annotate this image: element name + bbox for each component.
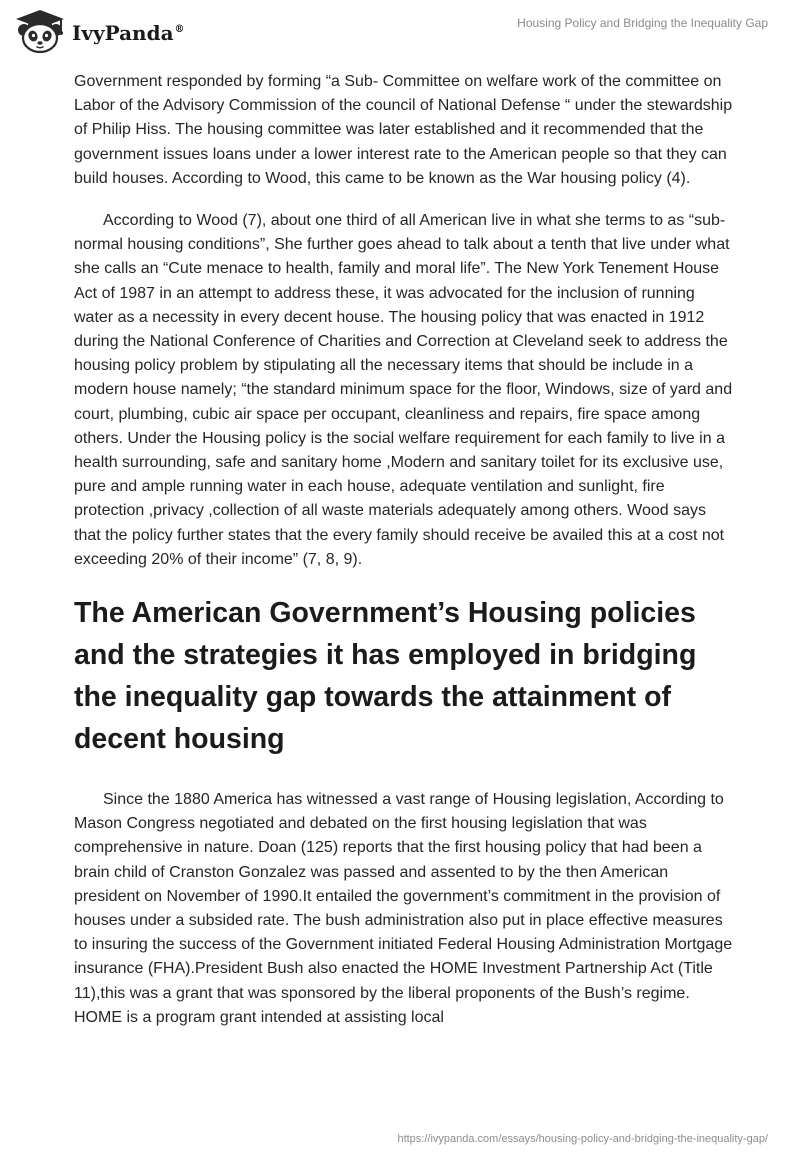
paragraph: According to Wood (7), about one third of all American live in what she terms to as “sub-normal housing conditions”, She further goes ahead to talk about a tenth that live under what she calls an “Cute menace to health, family and moral life”. The New York Tenement House Act of 1987 in an attempt to address these, it was advocated for the inclusion of running water as a necessity in every decent house. The housing policy that was enacted in 1912 during the National Conference of Charities and Correction at Cleveland seek to address the housing policy problem by stipulating all the necessary items that should be include in a modern house namely; “the standard minimum space for the floor, Windows, size of yard and court, plumbing, cubic air space per occupant, cleanliness and repairs, fire space among others. Under the Housing policy is the social welfare requirement for each family to live in a health surrounding, safe and sanitary home ,Modern and sanitary toilet for its exclusive use, pure and ample running water in each house, adequate ventilation and sunlight, fire protection ,privacy ,collection of all waste materials adequately among others. Wood says that the policy further states that the every family should receive be availed this at a cost not exceeding 20% of their income” (7, 8, 9).	[74, 212, 733, 568]
section-heading: The American Government’s Housing policies and the strategies it has employed in bridging the inequality gap towards the attainment of decent housing	[74, 597, 697, 756]
paragraph: Since the 1880 America has witnessed a vast range of Housing legislation, According to Mason Congress negotiated and debated on the first housing legislation that was comprehensive in nature. Doan (125) reports that the first housing policy that had been a brain child of Cranston Gonzalez was passed and assented to by the then American president on November of 1990.It entailed the government’s commitment in the provision of houses under a subsided rate. The bush administration also put in place effective measures to insuring the success of the Government initiated Federal Housing Administration Mortgage insurance (FHA).President Bush also enacted the HOME Investment Partnership Act (Title 11),this was a grant that was sponsored by the liberal proponents of the Bush’s regime. HOME is a program grant intended at assisting local	[74, 791, 733, 1026]
paragraph: Government responded by forming “a Sub- Committee on welfare work of the committee on Labor of the Advisory Commission of the council of National Defense “ under the stewardship of Philip Hiss. The housing committee was later established and it recommended that the government issues loans under a lower interest rate to the American people so that they can build houses. According to Wood, this came to be known as the War housing policy (4).	[74, 73, 733, 187]
essay-content	[74, 70, 734, 1030]
brand-text: IvyPanda	[72, 21, 174, 45]
brand-name	[72, 21, 185, 45]
trademark-mark: ®	[174, 24, 185, 36]
panda-graduation-cap-icon	[14, 8, 66, 54]
source-url-link[interactable]: https://ivypanda.com/essays/housing-policy-and-bridging-the-inequality-gap/	[397, 1133, 768, 1145]
page-header	[0, 0, 800, 64]
document-title: Housing Policy and Bridging the Inequality Gap	[517, 16, 768, 30]
brand-logo[interactable]	[14, 8, 185, 54]
